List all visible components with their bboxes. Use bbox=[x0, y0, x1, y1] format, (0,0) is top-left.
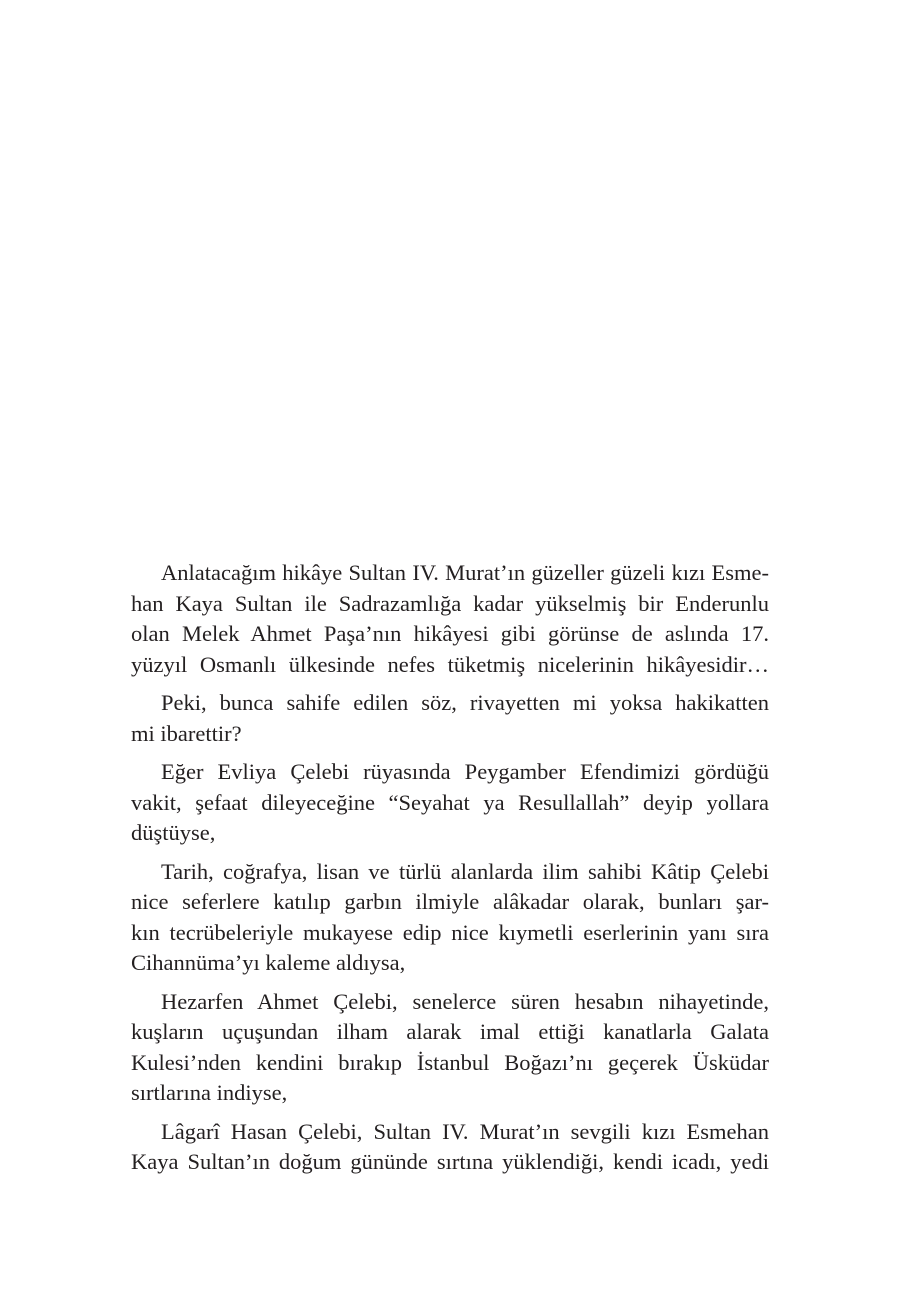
paragraph-line: Tarih, coğrafya, lisan ve türlü alanlarda ilim sahibi Kâtip Çelebi bbox=[161, 858, 769, 884]
paragraph-line: sırtlarına indiyse, bbox=[131, 1080, 288, 1105]
paragraph-line: Peki, bunca sahife edilen söz, rivayetten mi yoksa hakikatten bbox=[161, 690, 769, 715]
paragraph-2 bbox=[131, 688, 769, 749]
body-text bbox=[131, 558, 769, 1186]
paragraph-3 bbox=[131, 757, 769, 849]
paragraph-5 bbox=[131, 987, 769, 1109]
paragraph-line: Eğer Evliya Çelebi rüyasında Peygamber Efendimizi gördüğü bbox=[161, 759, 769, 784]
paragraph-6 bbox=[131, 1117, 769, 1178]
paragraph-line: Cihannüma’yı kaleme aldıysa, bbox=[131, 950, 406, 975]
paragraph-line: kuşların uçuşundan ilham alarak imal ettiği kanatlarla Galata bbox=[131, 1019, 769, 1044]
paragraph-line: Kaya Sultan’ın doğum gününde sırtına yüklendiği, kendi icadı, yedi bbox=[131, 1149, 769, 1174]
paragraph-line: Lâgarî Hasan Çelebi, Sultan IV. Murat’ın sevgili kızı Esmehan bbox=[161, 1118, 769, 1144]
paragraph-line: Kulesi’nden kendini bırakıp İstanbul Boğazı’nı geçerek Üsküdar bbox=[131, 1049, 769, 1075]
paragraph-1 bbox=[131, 558, 769, 680]
paragraph-line: mi ibarettir? bbox=[131, 720, 242, 746]
paragraph-line: nice seferlere katılıp garbın ilmiyle alâkadar olarak, bunları şar- bbox=[131, 889, 769, 914]
paragraph-line: kın tecrübeleriyle mukayese edip nice kıymetli eserlerinin yanı sıra bbox=[131, 919, 769, 945]
paragraph-line: vakit, şefaat dileyeceğine “Seyahat ya Resullallah” deyip yollara bbox=[131, 789, 769, 815]
paragraph-line: olan Melek Ahmet Paşa’nın hikâyesi gibi görünse de aslında 17. bbox=[131, 621, 769, 646]
paragraph-line: düştüyse, bbox=[131, 820, 216, 845]
paragraph-line: Anlatacağım hikâye Sultan IV. Murat’ın güzeller güzeli kızı Esme- bbox=[161, 560, 769, 585]
paragraph-line: han Kaya Sultan ile Sadrazamlığa kadar yükselmiş bir Enderunlu bbox=[131, 590, 769, 616]
paragraph-line: Hezarfen Ahmet Çelebi, senelerce süren hesabın nihayetinde, bbox=[161, 988, 769, 1014]
paragraph-line: yüzyıl Osmanlı ülkesinde nefes tüketmiş nicelerinin hikâyesidir… bbox=[131, 651, 769, 677]
paragraph-4 bbox=[131, 857, 769, 979]
